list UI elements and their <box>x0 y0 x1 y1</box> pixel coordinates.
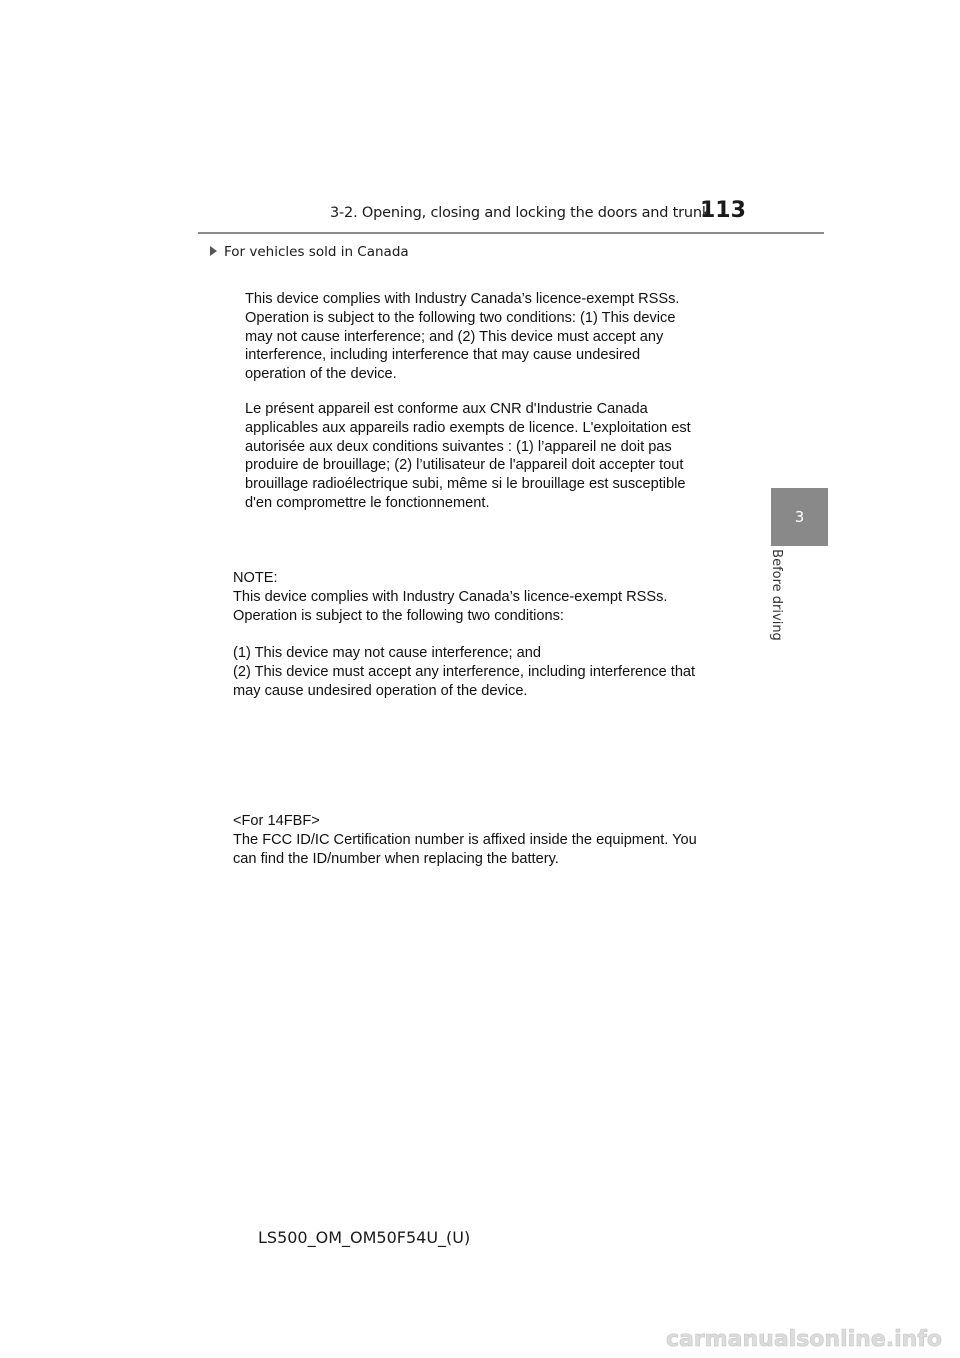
watermark <box>626 1322 944 1354</box>
note-line: This device complies with Industry Canada’s licence-exempt RSSs. <box>233 588 668 605</box>
spacer <box>233 625 695 644</box>
vehicle-note <box>210 244 409 260</box>
fcc-model: <For 14FBF> <box>233 813 320 829</box>
triangle-bullet-icon <box>210 246 217 256</box>
chapter-number: 3 <box>794 508 805 526</box>
fcc-block <box>233 812 697 868</box>
chapter-tab <box>771 488 828 546</box>
vehicle-note-text: For vehicles sold in Canada <box>224 244 409 260</box>
label-line: Operation is subject to the following two conditions: (1) This device <box>245 309 676 326</box>
chapter-label: Before driving <box>769 549 784 641</box>
section-title: 3-2. Opening, closing and locking the doors and trunk <box>330 205 711 221</box>
watermark-logo-icon <box>626 1322 944 1354</box>
label-line: brouillage radioélectrique subi, même si le brouillage est susceptible <box>245 476 686 493</box>
note-condition: (2) This device must accept any interference, including interference that <box>233 663 696 680</box>
note-heading: NOTE: <box>233 570 278 586</box>
note-line: Operation is subject to the following two conditions: <box>233 607 564 624</box>
label-line: This device complies with Industry Canada’s licence-exempt RSSs. <box>245 291 680 307</box>
label-english <box>245 290 680 384</box>
label-french <box>245 400 691 513</box>
note-block <box>233 569 695 701</box>
note-condition: (1) This device may not cause interference; and <box>233 645 541 662</box>
watermark-text: carmanualsonline.info <box>666 1327 942 1352</box>
header-divider <box>198 232 824 234</box>
label-line: operation of the device. <box>245 366 397 383</box>
label-line: autorisée aux deux conditions suivantes : (1) l’appareil ne doit pas <box>245 438 672 455</box>
fcc-line: can find the ID/number when replacing the battery. <box>233 850 559 867</box>
label-line: d'en compromettre le fonctionnement. <box>245 494 490 511</box>
fcc-line: The FCC ID/IC Certification number is affixed inside the equipment. You <box>233 831 697 848</box>
note-condition: may cause undesired operation of the device. <box>233 682 528 699</box>
label-line: applicables aux appareils radio exempts de licence. L'exploitation est <box>245 419 691 436</box>
document-code: LS500_OM_OM50F54U_(U) <box>258 1228 471 1247</box>
label-line: produire de brouillage; (2) l’utilisateur de l'appareil doit accepter tout <box>245 457 684 474</box>
label-line: may not cause interference; and (2) This device must accept any <box>245 328 664 345</box>
label-line: Le présent appareil est conforme aux CNR d'Industrie Canada <box>245 401 648 417</box>
page-number: 113 <box>700 198 746 223</box>
label-line: interference, including interference that may cause undesired <box>245 347 641 364</box>
